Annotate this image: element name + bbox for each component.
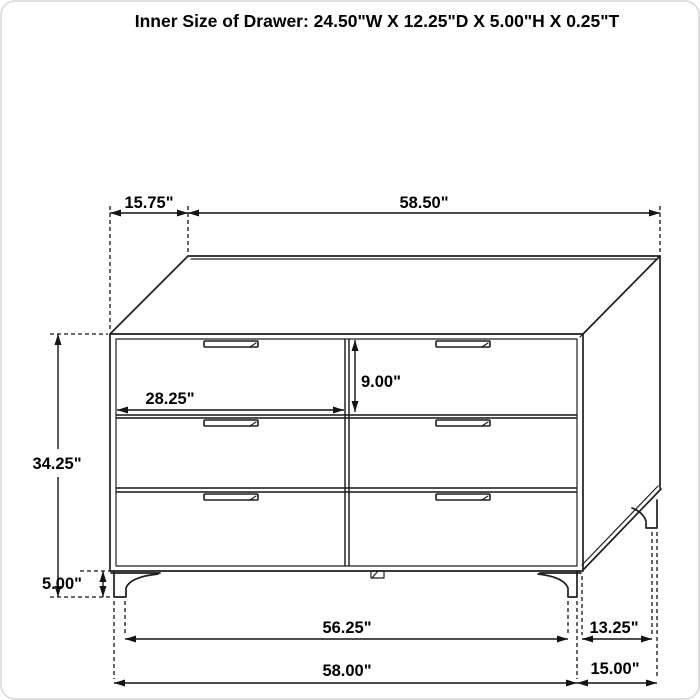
dim-label-drawer-width: 28.25" — [145, 390, 195, 408]
dresser-front-face — [110, 334, 583, 571]
dimension-leg-span-depth — [582, 619, 652, 639]
dim-label-drawer-height: 9.00" — [361, 373, 401, 391]
drawer-center-divider — [345, 339, 349, 566]
center-glide — [371, 571, 384, 578]
dim-label-leg-height: 5.00" — [42, 575, 82, 593]
drawer-divider-row1 — [116, 415, 577, 418]
dimension-overall-height — [32, 334, 112, 597]
image-frame — [1, 1, 699, 699]
dim-label-leg-span-width: 56.25" — [322, 619, 372, 637]
drawer-handles — [204, 341, 490, 500]
dim-label-overall-height: 34.25" — [32, 455, 82, 473]
dresser-legs — [111, 500, 657, 597]
drawer-handle — [204, 420, 258, 426]
dimension-drawer-width — [117, 390, 344, 410]
dim-label-top-width: 58.50" — [399, 194, 449, 212]
back-right-leg — [632, 500, 657, 528]
top-extension-lines — [110, 206, 660, 330]
dimension-leg-height — [42, 571, 110, 597]
dim-label-overall-depth: 15.00" — [590, 660, 640, 678]
dimension-overall-depth — [577, 660, 657, 683]
bottom-extension-lines — [114, 532, 657, 679]
front-left-leg — [111, 571, 160, 597]
dresser-top-surface-inner-edges — [191, 259, 657, 337]
dresser-outline — [110, 256, 661, 571]
drawer-divider-row2 — [116, 488, 577, 492]
dim-label-overall-width: 58.00" — [322, 662, 372, 680]
dresser-front-face-inner — [116, 339, 577, 566]
front-right-leg — [538, 571, 581, 597]
dimension-top-depth-and-width — [110, 194, 660, 330]
drawer-handle — [436, 341, 490, 347]
drawer-handle — [204, 341, 258, 347]
drawer-handle — [436, 494, 490, 500]
dimension-overall-width — [114, 662, 577, 683]
diagram-title: Inner Size of Drawer: 24.50"W X 12.25"D X 5.00"H X 0.25"T — [134, 11, 620, 31]
dresser-top-surface — [110, 256, 660, 334]
dim-label-top-depth: 15.75" — [124, 194, 174, 212]
dimension-drawer-height — [355, 340, 401, 412]
drawer-handle — [204, 494, 258, 500]
drawer-handle — [436, 420, 490, 426]
dimension-leg-span-width — [125, 619, 568, 639]
dim-label-leg-span-depth: 13.25" — [589, 619, 639, 637]
